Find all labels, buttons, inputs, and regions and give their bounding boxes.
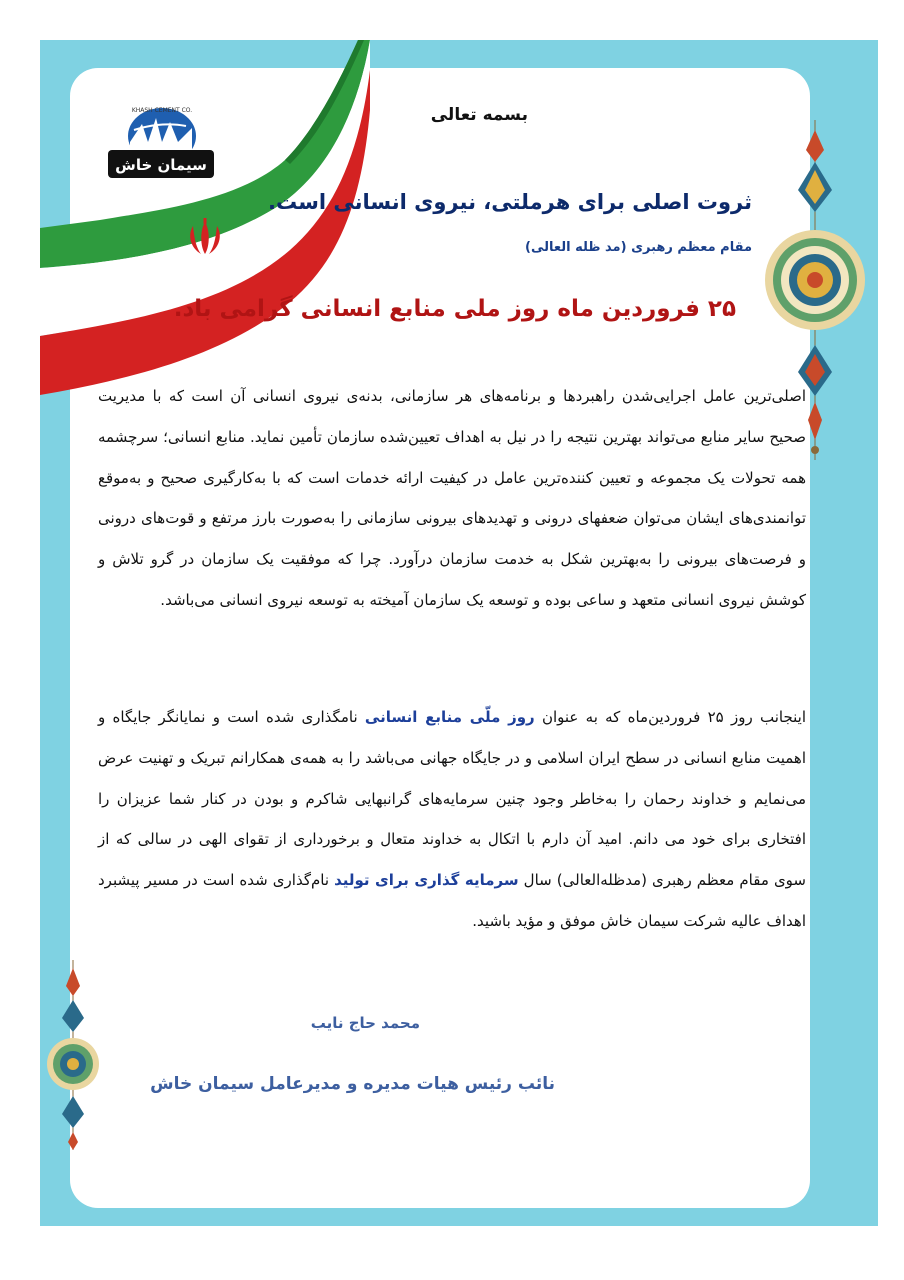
logo-text: سیمان خاش (115, 156, 207, 174)
p2-highlight-slogan: سرمایه گذاری برای تولید (334, 871, 519, 890)
body-paragraph-1: اصلی‌ترین عامل اجرایی‌شدن راهبردها و برنامه‌های هر سازمانی، بدنه‌ی نیروی انسانی آن است که با مدیریت صحیح سایر منابع می‌تواند بهترین نتیجه را در نیل به اهداف تعیین‌شده سازمان تأمین نماید. منابع انسانی؛ سرچشمه همه تحولات یک مجموعه و تعیین کننده‌ترین عامل در کیفیت ارائه خدمات است که با به‌کارگیری صحیح و به‌موقع توانمندی‌های ایشان می‌توان ضعفهای درونی و تهدیدهای بیرونی سازمانی را به‌صورت بارز مرتفع و قوت‌های درونی و فرصت‌های بیرونی را به‌بهترین شکل به خدمت سازمان درآورد. چرا که موفقیت یک سازمان در گرو تلاش و کوشش نیروی انسانی متعهد و ساعی بوده و توسعه یک سازمان آمیخته به توسعه نیروی انسانی می‌باشد. (98, 387, 806, 609)
p2-text-part3: نام‌گذاری شده است در مسیر پیشبرد اهداف عالیه شرکت سیمان خاش موفق و مؤید باشید. (98, 871, 806, 930)
basmala: بسمه تعالی (430, 105, 528, 125)
signatory-title: نائب رئیس هیات مدیره و مدیرعامل سیمان خاش (150, 1074, 555, 1094)
quote-attribution: مقام معظم رهبری (مد ظله العالی) (525, 240, 752, 255)
logo-subtext: KHASH CEMENT CO. (131, 107, 193, 114)
khash-cement-logo (100, 100, 222, 190)
p2-text-part1: اینجانب روز ۲۵ فروردین‌ماه که به عنوان (541, 708, 806, 726)
body-paragraph-2 (98, 697, 806, 942)
headline: ۲۵ فروردین ماه روز ملی منابع انسانی گرامی باد. (173, 296, 736, 322)
p2-highlight-hr-day: روز ملّی منابع انسانی (364, 708, 535, 726)
signatory-name: محمد حاج نایب (310, 1014, 420, 1032)
p2-text-part2: نامگذاری شده است و نمایانگر جایگاه و اهمیت منابع انسانی در سطح ایران اسلامی و در جایگاه جهانی می‌باشد را به همه‌ی همکارانم تبریک و تهنیت عرض می‌نمایم و خداوند رحمان را به‌خاطر وجود چنین سرمایه‌های گرانبهایی شاکرم و بودن در کنار شما عزیزان را افتخاری برای خود می دانم. امید آن دارم با اتکال به خداوند متعال و برخورداری از تقوای الهی در سالی که از سوی مقام معظم رهبری (مدظله‌العالی) سال (98, 708, 806, 890)
iran-flag-ribbon (40, 40, 380, 400)
decorative-ornament-left (42, 960, 104, 1150)
leader-quote: ثروت اصلی برای هرملتی، نیروی انسانی است. (267, 190, 752, 214)
